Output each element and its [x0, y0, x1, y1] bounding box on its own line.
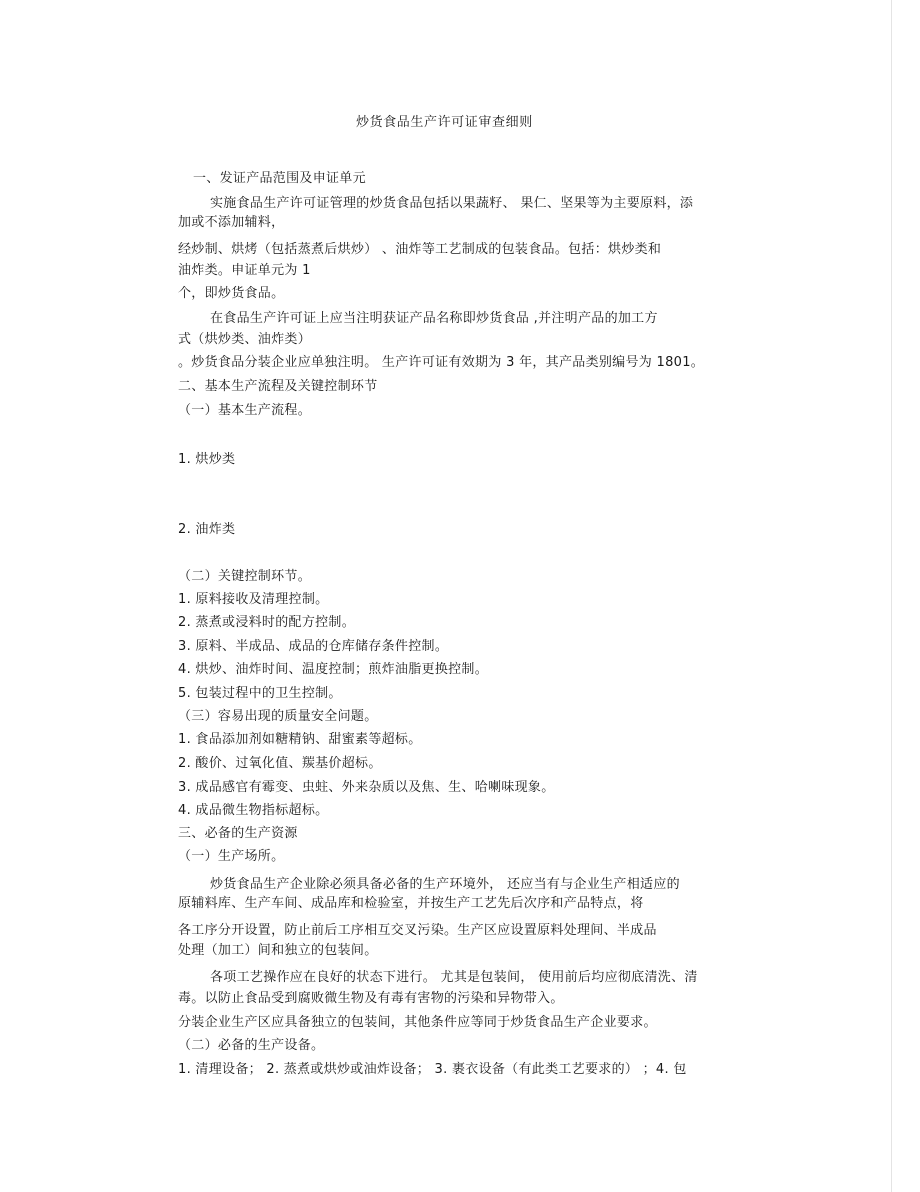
paragraph-line: 加或不添加辅料， [178, 215, 285, 230]
paragraph-line: 各项工艺操作应在良好的状态下进行。 尤其是包装间， 使用前后均应彻底清洗、清 [210, 970, 698, 985]
list-item: 3. 成品感官有霉变、虫蛀、外来杂质以及焦、生、哈喇味现象。 [178, 780, 555, 795]
paragraph-line: 。炒货食品分装企业应单独注明。 生产许可证有效期为 3 年，其产品类别编号为 1801。 [178, 355, 705, 370]
list-item: 4. 成品微生物指标超标。 [178, 803, 329, 818]
paragraph-line: 毒。以防止食品受到腐败微生物及有毒有害物的污染和异物带入。 [178, 991, 564, 1006]
list-item: 1. 食品添加剂如糖精钠、甜蜜素等超标。 [178, 732, 422, 747]
paragraph-line: 油炸类。申证单元为 1 [178, 263, 311, 278]
paragraph-line: 炒货食品生产企业除必须具备必备的生产环境外， 还应当有与企业生产相适应的 [210, 877, 680, 892]
subsection-heading: （二）关键控制环节。 [178, 569, 312, 584]
paragraph-line: 分装企业生产区应具备独立的包装间，其他条件应等同于炒货食品生产企业要求。 [178, 1015, 657, 1030]
paragraph-line: 处理（加工）间和独立的包装间。 [178, 943, 378, 958]
list-item: 2. 油炸类 [178, 522, 236, 537]
list-item: 5. 包装过程中的卫生控制。 [178, 686, 342, 701]
subsection-heading: （一）生产场所。 [178, 849, 285, 864]
subsection-heading: （三）容易出现的质量安全问题。 [178, 709, 378, 724]
paragraph-line: 实施食品生产许可证管理的炒货食品包括以果蔬籽、 果仁、坚果等为主要原料，添 [210, 196, 694, 211]
list-item: 1. 烘炒类 [178, 452, 236, 467]
paragraph-line: 各工序分开设置，防止前后工序相互交叉污染。生产区应设置原料处理间、半成品 [178, 923, 657, 938]
list-item: 3. 原料、半成品、成品的仓库储存条件控制。 [178, 639, 449, 654]
section-heading: 二、基本生产流程及关键控制环节 [178, 379, 378, 394]
list-item: 4. 烘炒、油炸时间、温度控制；煎炸油脂更换控制。 [178, 662, 489, 677]
list-item: 2. 酸价、过氧化值、羰基价超标。 [178, 756, 382, 771]
subsection-heading: （二）必备的生产设备。 [178, 1038, 325, 1053]
document-title: 炒货食品生产许可证审查细则 [356, 115, 533, 130]
paragraph-line: 个，即炒货食品。 [178, 286, 285, 301]
paragraph-line: 经炒制、烘烤（包括蒸煮后烘炒） 、油炸等工艺制成的包装食品。包括：烘炒类和 [178, 242, 662, 257]
paragraph-line: 1. 清理设备； 2. 蒸煮或烘炒或油炸设备； 3. 裹衣设备（有此类工艺要求的） ；4. 包 [178, 1062, 687, 1077]
list-item: 2. 蒸煮或浸料时的配方控制。 [178, 615, 356, 630]
paragraph-line: 在食品生产许可证上应当注明获证产品名称即炒货食品 ,并注明产品的加工方 [210, 311, 658, 326]
paragraph-line: 式（烘炒类、油炸类） [178, 332, 312, 347]
list-item: 1. 原料接收及清理控制。 [178, 592, 329, 607]
paragraph-line: 原辅料库、生产车间、成品库和检验室，并按生产工艺先后次序和产品特点，将 [178, 896, 644, 911]
section-heading: 一、发证产品范围及申证单元 [193, 171, 366, 186]
page-edge-divider [891, 0, 892, 1192]
subsection-heading: （一）基本生产流程。 [178, 403, 312, 418]
section-heading: 三、必备的生产资源 [178, 826, 298, 841]
